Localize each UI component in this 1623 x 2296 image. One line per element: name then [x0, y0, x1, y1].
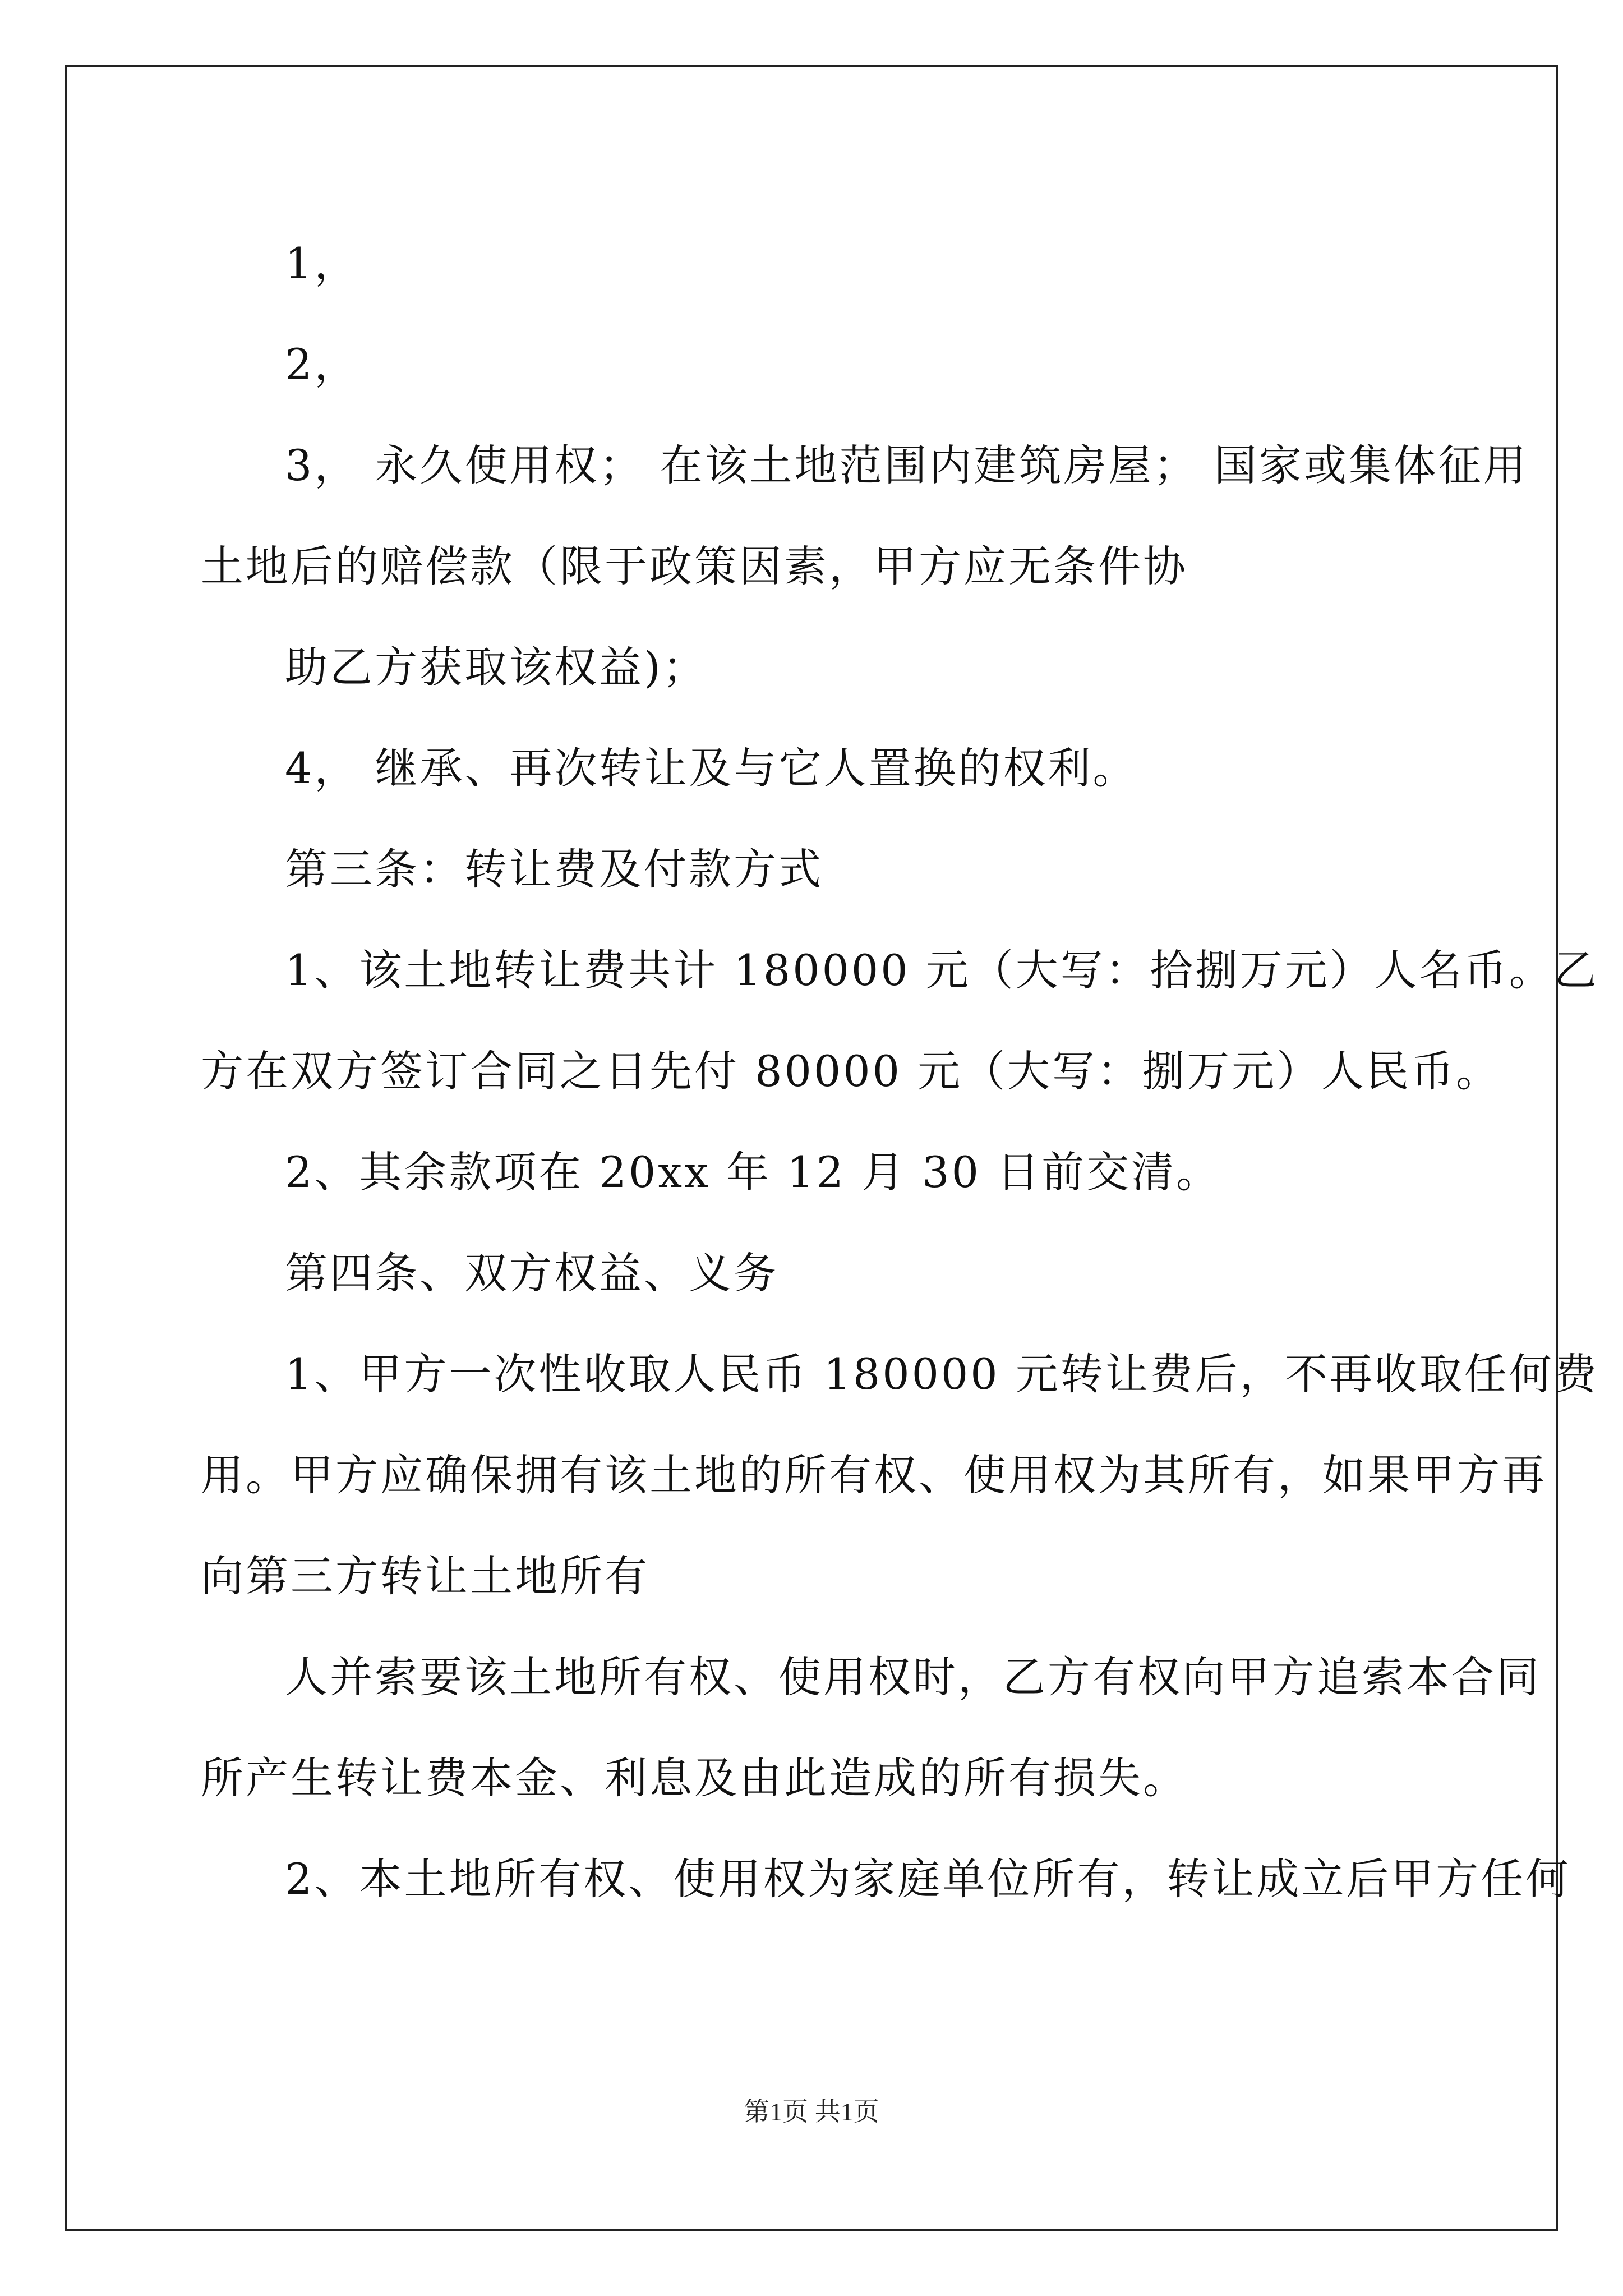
paragraph-line: 所产生转让费本金、利息及由此造成的所有损失。 — [201, 1753, 1188, 1803]
paragraph-line: 1， — [285, 238, 359, 288]
paragraph-line: 向第三方转让土地所有 — [201, 1551, 649, 1601]
paragraph-line: 4， 继承、再次转让及与它人置换的权利。 — [285, 743, 1138, 793]
paragraph-line: 2， — [285, 339, 359, 389]
paragraph-line: 第三条：转让费及付款方式 — [285, 844, 823, 894]
page-footer: 第1页 共1页 — [744, 2097, 879, 2126]
paragraph-line: 1、该土地转让费共计 180000 元（大写：拾捌万元）人名币。乙 — [285, 945, 1599, 995]
paragraph-line: 助乙方获取该权益)； — [285, 642, 708, 692]
paragraph-line: 2、本土地所有权、使用权为家庭单位所有，转让成立后甲方任何 — [285, 1854, 1571, 1904]
paragraph-line: 2、其余款项在 20xx 年 12 月 30 日前交清。 — [285, 1147, 1221, 1197]
document-body — [201, 213, 1599, 1930]
paragraph-line: 1、甲方一次性收取人民币 180000 元转让费后，不再收取任何费 — [285, 1349, 1599, 1399]
paragraph-line: 人并索要该土地所有权、使用权时，乙方有权向甲方追索本合同 — [285, 1652, 1541, 1702]
paragraph-line: 第四条、双方权益、义务 — [285, 1248, 778, 1298]
paragraph-line: 用。甲方应确保拥有该土地的所有权、使用权为其所有，如果甲方再 — [201, 1450, 1547, 1500]
paragraph-line: 方在双方签订合同之日先付 80000 元（大写：捌万元）人民币。 — [201, 1046, 1501, 1096]
paragraph-line: 3， 永久使用权； 在该土地范围内建筑房屋； 国家或集体征用 — [285, 440, 1528, 490]
paragraph-line: 土地后的赔偿款（限于政策因素，甲方应无条件协 — [201, 541, 1188, 591]
